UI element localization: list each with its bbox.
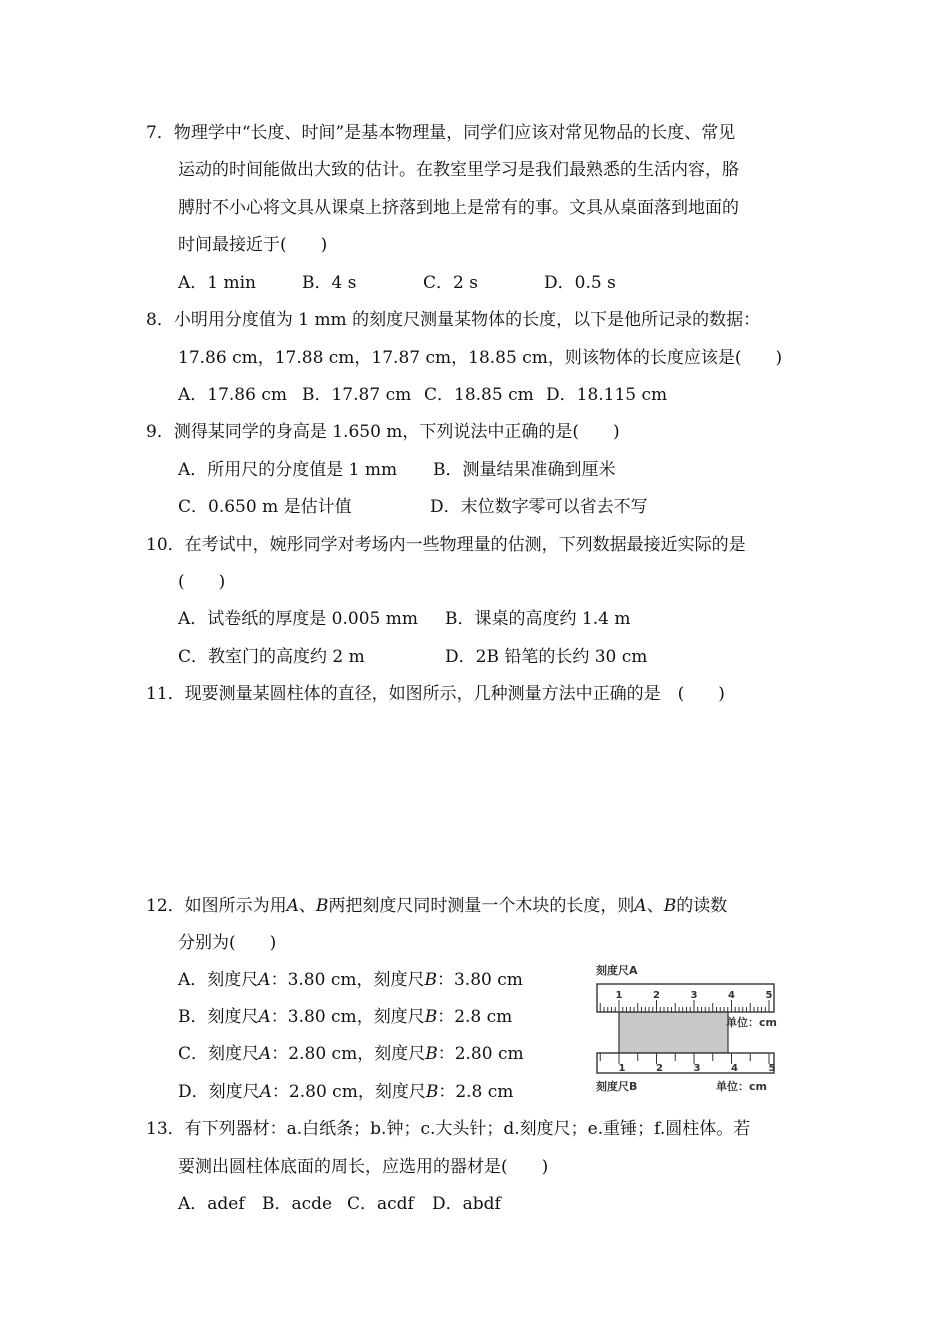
ruler-a-unit: 单位：cm [726,1016,777,1029]
q10-line2: ( ) [178,572,226,592]
ruler-b-number: 2 [656,1063,663,1074]
ruler-a-number: 3 [690,990,698,1001]
q13-option-a: A．adef [178,1194,245,1214]
ruler-b-label: 刻度尺B [596,1080,638,1093]
q7-option-b: B．4 s [302,273,357,293]
q7-option-a: A．1 min [178,273,257,293]
q11-line1: 11．现要测量某圆柱体的直径，如图所示，几种测量方法中正确的是 ( ) [146,684,725,704]
ruler-a [597,984,774,1012]
ruler-a-label: 刻度尺A [596,964,638,977]
q13-line2: 要测出圆柱体底面的周长，应选用的器材是( ) [178,1157,549,1177]
ruler-a-number: 1 [615,990,623,1001]
wood-block [619,1012,728,1053]
q13-option-b: B．acde [262,1194,333,1214]
q12-option-c: C．刻度尺A：2.80 cm，刻度尺B：2.80 cm [178,1044,524,1064]
q13-option-d: D．abdf [432,1194,501,1214]
q8-option-c: C．18.85 cm [424,385,534,405]
q10-option-d: D．2B 铅笔的长约 30 cm [445,647,648,667]
q8-line1: 8．小明用分度值为 1 mm 的刻度尺测量某物体的长度，以下是他所记录的数据： [146,310,761,330]
q12-option-b: B．刻度尺A：3.80 cm，刻度尺B：2.8 cm [178,1007,513,1027]
q9-option-d: D．末位数字零可以省去不写 [430,497,648,517]
q7-line1: 7．物理学中“长度、时间”是基本物理量，同学们应该对常见物品的长度、常见 [146,123,736,143]
ruler-b-number: 5 [768,1063,776,1074]
q9-option-a: A．所用尺的分度值是 1 mm [178,460,398,480]
q7-option-c: C．2 s [423,273,478,293]
q12-option-d: D．刻度尺A：2.80 cm，刻度尺B：2.8 cm [178,1082,514,1102]
q7-line4: 时间最接近于( ) [178,235,328,255]
q12-line2: 分别为( ) [178,933,277,953]
q8-option-b: B．17.87 cm [302,385,412,405]
ruler-b-number: 1 [618,1063,626,1074]
q10-line1: 10．在考试中，婉彤同学对考场内一些物理量的估测，下列数据最接近实际的是 [146,535,746,555]
q8-option-a: A．17.86 cm [178,385,287,405]
q12-option-a: A．刻度尺A：3.80 cm，刻度尺B：3.80 cm [178,970,523,990]
q13-option-c: C．acdf [347,1194,414,1214]
q10-option-c: C．教室门的高度约 2 m [178,647,365,667]
ruler-diagram [594,962,784,1096]
ruler-figure [594,962,784,1096]
ruler-b-unit: 单位：cm [716,1080,767,1093]
ruler-b-number: 4 [731,1063,738,1074]
ruler-a-number: 5 [765,990,773,1001]
q10-option-a: A．试卷纸的厚度是 0.005 mm [178,609,418,629]
q7-line2: 运动的时间能做出大致的估计。在教室里学习是我们最熟悉的生活内容，胳 [178,160,739,180]
q8-line2: 17.86 cm，17.88 cm，17.87 cm，18.85 cm，则该物体的长度应该是( ) [178,348,783,368]
q13-line1: 13．有下列器材：a.白纸条；b.钟；c.大头针；d.刻度尺；e.重锤；f.圆柱体。若 [146,1119,751,1139]
q10-option-b: B．课桌的高度约 1.4 m [445,609,631,629]
q7-option-d: D．0.5 s [544,273,616,293]
q9-line1: 9．测得某同学的身高是 1.650 m，下列说法中正确的是( ) [146,422,620,442]
ruler-b-number: 3 [693,1063,701,1074]
q12-line1: 12．如图所示为用A、B两把刻度尺同时测量一个木块的长度，则A、B的读数 [146,896,728,916]
q9-option-b: B．测量结果准确到厘米 [433,460,616,480]
ruler-a-number: 4 [728,990,735,1001]
q9-option-c: C．0.650 m 是估计值 [178,497,352,517]
q7-line3: 膊肘不小心将文具从课桌上挤落到地上是常有的事。文具从桌面落到地面的 [178,198,739,218]
q8-option-d: D．18.115 cm [546,385,668,405]
ruler-a-number: 2 [653,990,660,1001]
